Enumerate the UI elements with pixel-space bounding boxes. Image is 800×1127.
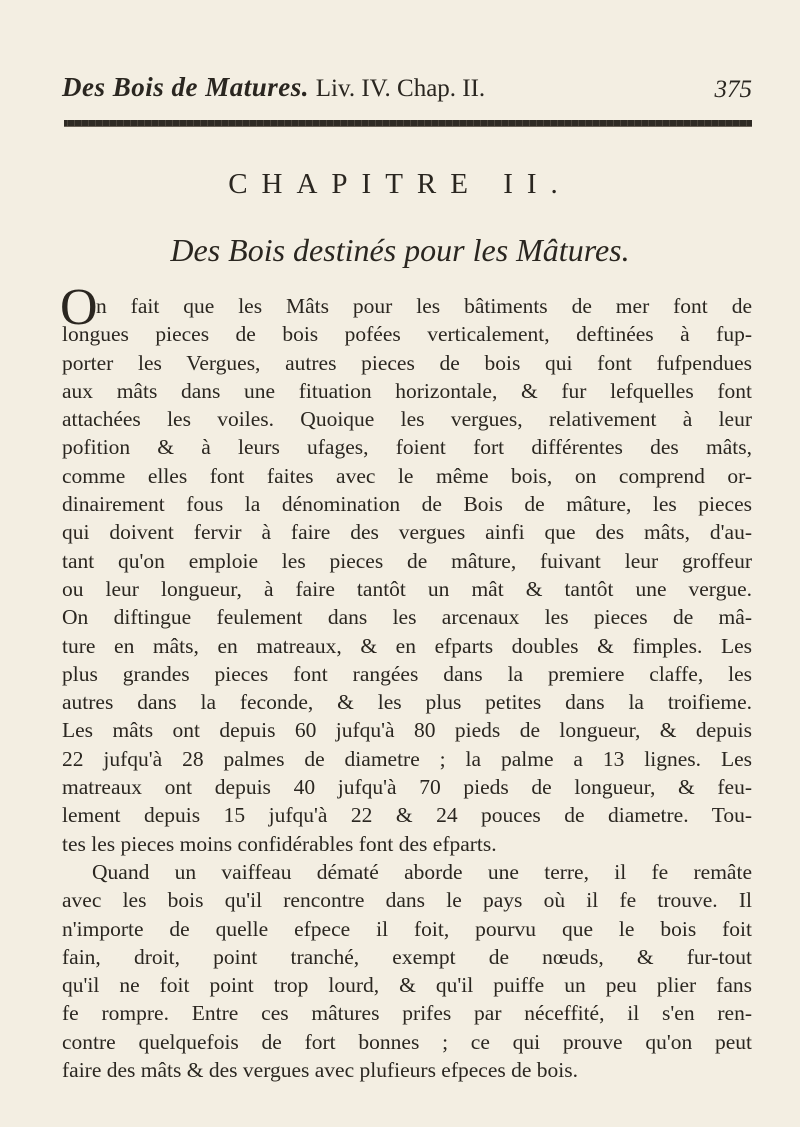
text-line: Quand un vaiffeau dématé aborde une terre, il fe remâte xyxy=(92,859,752,884)
text-line: n fait que les Mâts pour les bâtiments de mer font de xyxy=(96,294,752,318)
text-line: n'importe de quelle efpece il foit, pourvu que le bois foit xyxy=(62,916,752,941)
text-line: ou leur longueur, à faire tantôt un mât & tantôt une vergue. xyxy=(62,576,752,601)
text-line: lement depuis 15 jufqu'à 22 & 24 pouces de diametre. Tou- xyxy=(62,803,752,828)
text-line: fe rompre. Entre ces mâtures prifes par néceffité, il s'en ren- xyxy=(62,1001,752,1026)
text-line: ture en mâts, en matreaux, & en efparts doubles & fimples. Les xyxy=(62,633,752,658)
page-number: 375 xyxy=(714,76,752,103)
text-line: tes les pieces moins confidérables font des efparts. xyxy=(62,831,497,856)
chapter-subtitle: Des Bois destinés pour les Mâtures. xyxy=(170,232,630,268)
text-line: porter les Vergues, autres pieces de bois qui font fufpendues xyxy=(62,350,752,375)
body-text xyxy=(60,279,752,1084)
text-line: longues pieces de bois pofées verticalement, deftinées à fup- xyxy=(62,322,752,347)
text-line: fain, droit, point tranché, exempt de nœuds, & fur-tout xyxy=(62,944,752,969)
running-head-chapter-ref: Liv. IV. Chap. II. xyxy=(315,75,486,102)
text-line: tant qu'on emploie les pieces de mâture, fuivant leur groffeur xyxy=(62,548,752,573)
chapter-title: CHAPITRE II. xyxy=(228,168,572,200)
text-line: On diftingue feulement dans les arcenaux les pieces de mâ- xyxy=(62,605,752,630)
text-line: comme elles font faites avec le même bois, on comprend or- xyxy=(62,463,752,488)
text-line: pofition & à leurs ufages, foient fort différentes des mâts, xyxy=(62,435,752,460)
drop-cap: O xyxy=(60,279,98,336)
text-line: matreaux ont depuis 40 jufqu'à 70 pieds de longueur, & feu- xyxy=(62,775,752,800)
text-line: plus grandes pieces font rangées dans la premiere claffe, les xyxy=(62,661,752,686)
text-line: autres dans la feconde, & les plus petites dans la troifieme. xyxy=(62,690,752,715)
text-line: Les mâts ont depuis 60 jufqu'à 80 pieds de longueur, & depuis xyxy=(62,718,752,743)
text-line: faire des mâts & des vergues avec plufieurs efpeces de bois. xyxy=(62,1058,579,1083)
text-line: qui doivent fervir à faire des vergues ainfi que des mâts, d'au- xyxy=(62,520,752,545)
text-line: avec les bois qu'il rencontre dans le pays où il fe trouve. Il xyxy=(62,888,752,913)
running-head-title: Des Bois de Matures. xyxy=(62,72,310,102)
text-line: attachées les voiles. Quoique les vergues, relativement à leur xyxy=(62,407,752,432)
text-line: qu'il ne foit point trop lourd, & qu'il puiffe un peu plier fans xyxy=(62,973,752,998)
text-line: dinairement fous la dénomination de Bois de mâture, les pieces xyxy=(62,492,752,517)
ornamental-rule xyxy=(64,120,752,127)
text-line: aux mâts dans une fituation horizontale, & fur lefquelles font xyxy=(62,378,752,403)
text-line: contre quelquefois de fort bonnes ; ce qui prouve qu'on peut xyxy=(62,1029,752,1054)
text-line: 22 jufqu'à 28 palmes de diametre ; la palme a 13 lignes. Les xyxy=(62,746,752,771)
running-head xyxy=(62,72,752,112)
